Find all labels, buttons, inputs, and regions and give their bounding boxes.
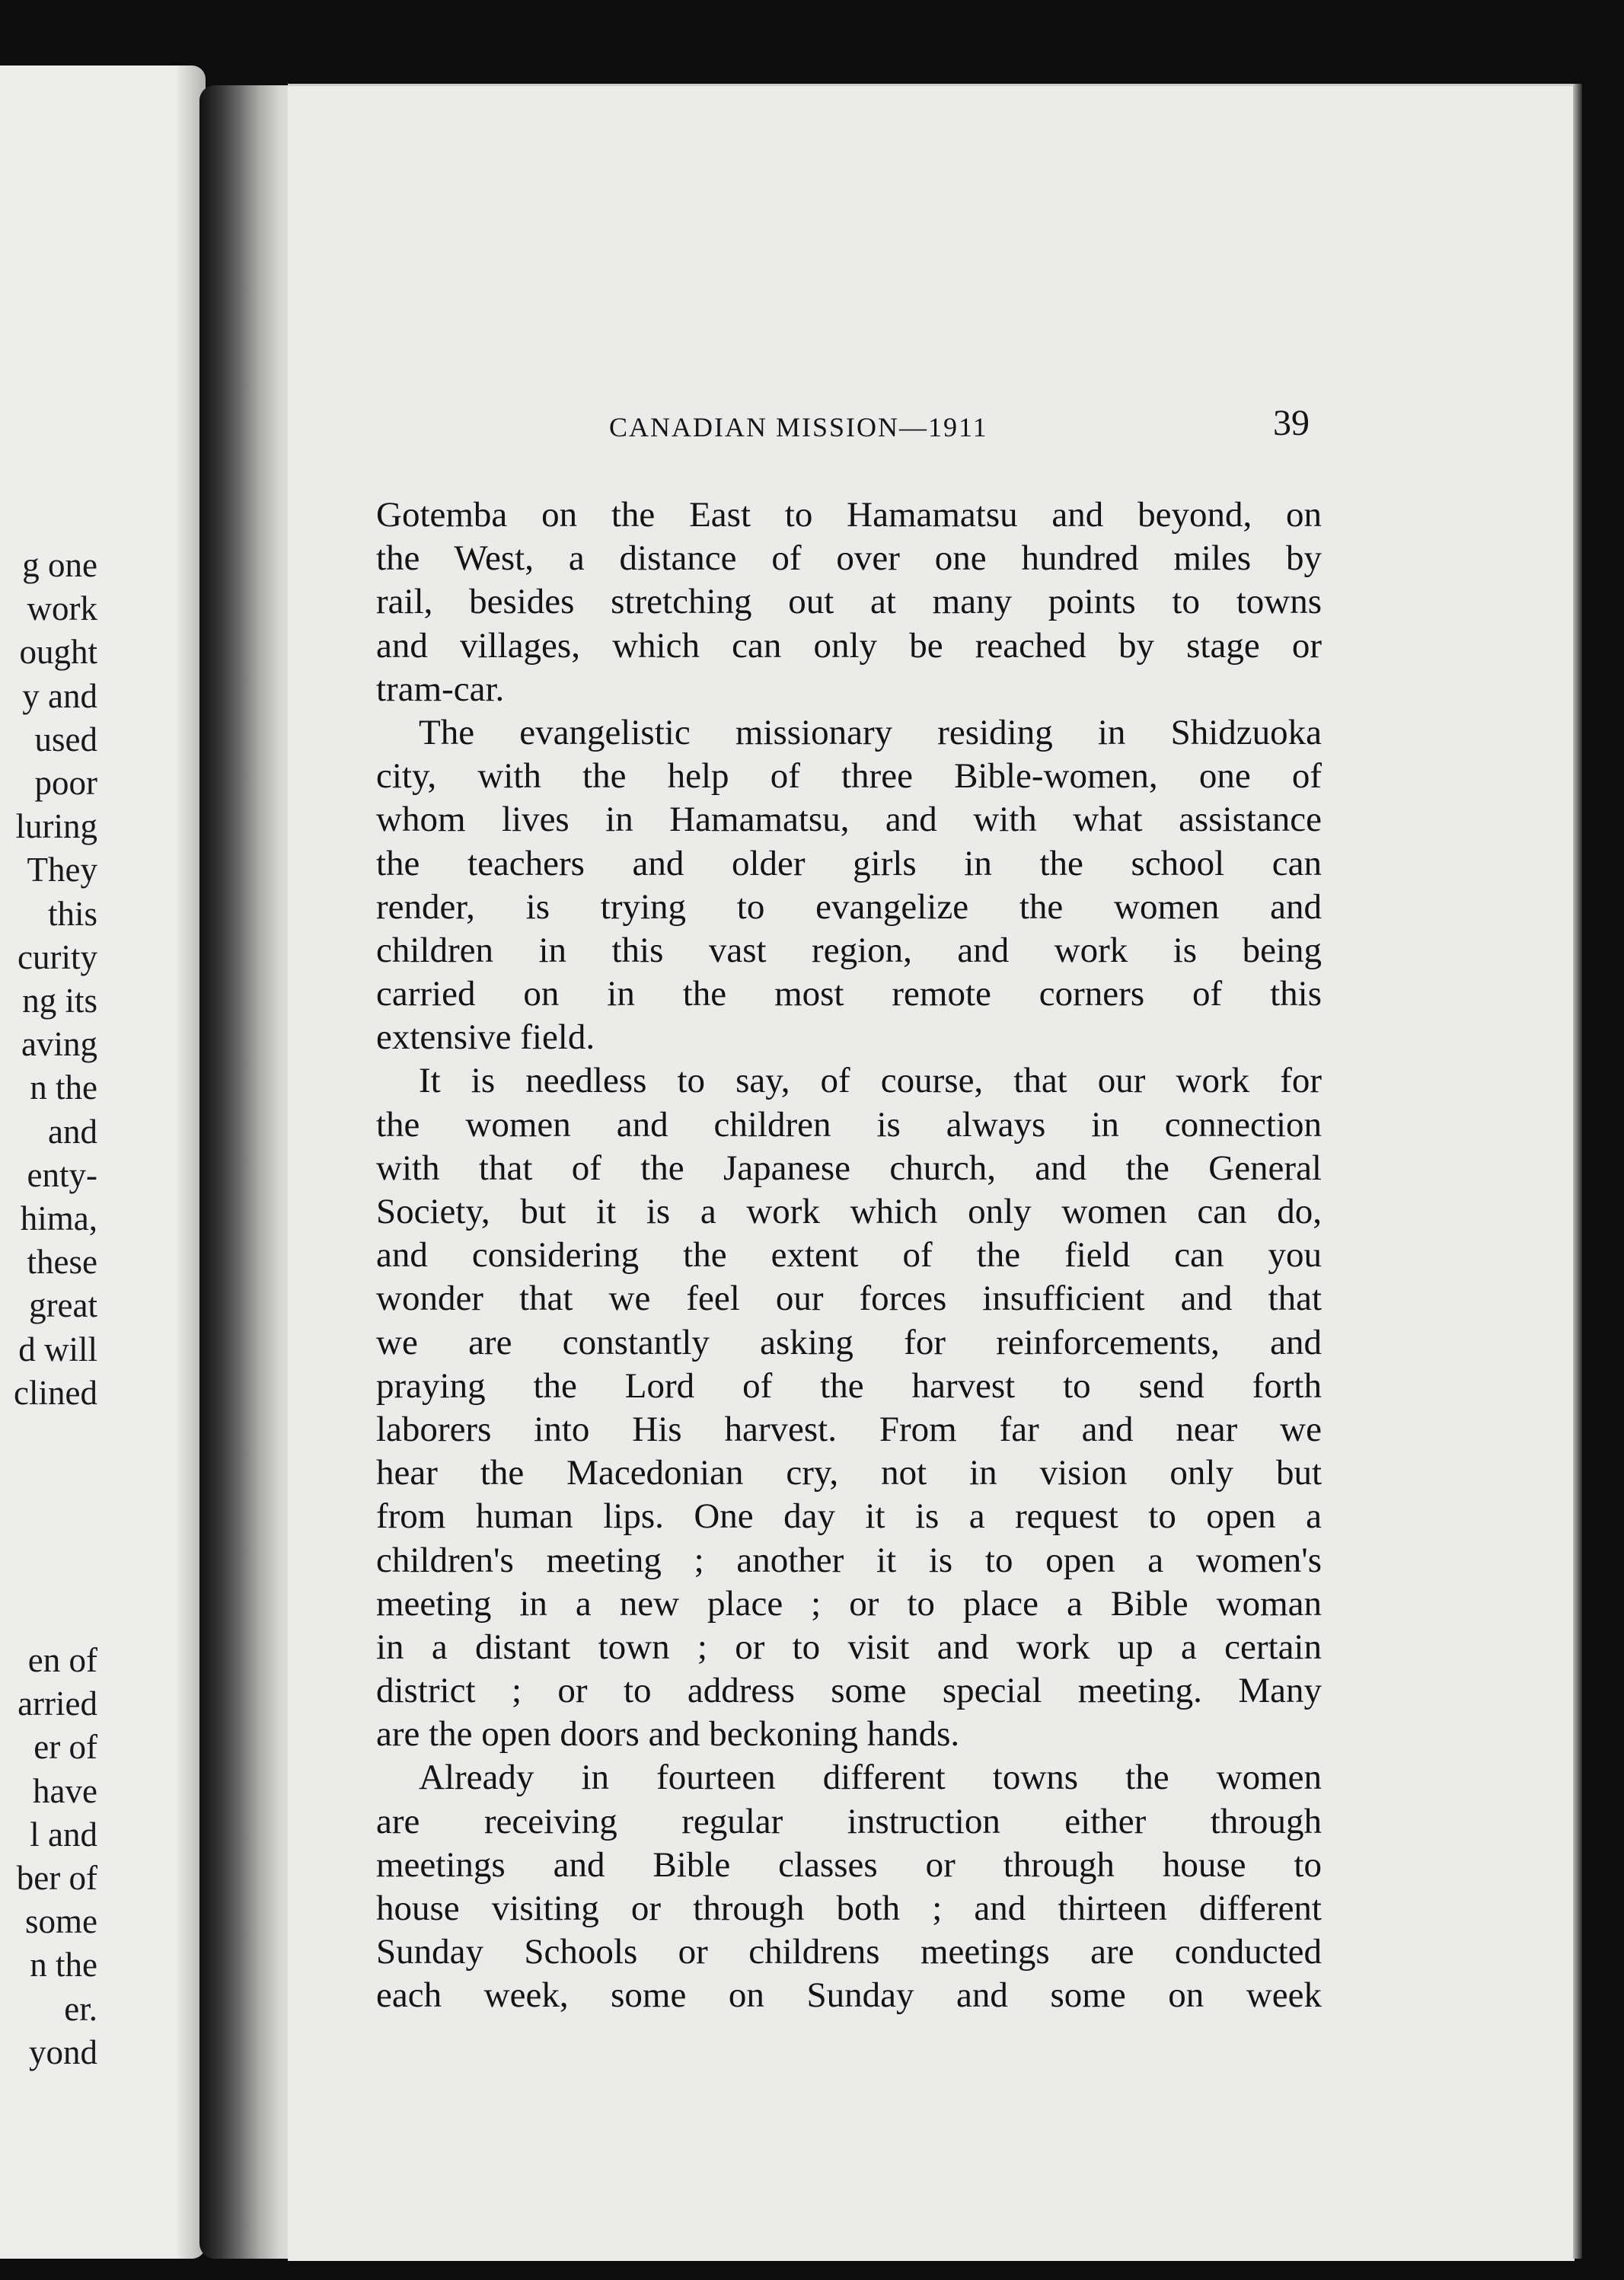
- previous-page-line: l and: [30, 1815, 97, 1854]
- previous-page-line: this: [47, 894, 97, 933]
- text-line: city, with the help of three Bible-women, one of: [376, 756, 1322, 797]
- text-line: are the open doors and beckoning hands.: [376, 1714, 960, 1755]
- previous-page-line: aving: [21, 1025, 97, 1064]
- previous-page-line: er of: [34, 1728, 97, 1767]
- text-line: whom lives in Hamamatsu, and with what assistance: [376, 800, 1322, 840]
- previous-page-text-bottom: [0, 1639, 97, 2074]
- previous-page-line: luring: [15, 807, 97, 846]
- previous-page-line: ought: [19, 633, 97, 672]
- text-line: carried on in the most remote corners of this: [376, 974, 1322, 1014]
- text-line: Already in fourteen different towns the women: [419, 1758, 1322, 1798]
- text-line: we are constantly asking for reinforcements, and: [376, 1322, 1322, 1362]
- previous-page-line: some: [25, 1902, 97, 1941]
- text-line: district ; or to address some special meeting. Many: [376, 1671, 1322, 1711]
- text-line: and villages, which can only be reached by stage or: [376, 625, 1322, 666]
- text-line: are receiving regular instruction either through: [376, 1801, 1322, 1841]
- previous-page-line: work: [27, 589, 97, 628]
- running-head: CANADIAN MISSION—1911: [609, 412, 988, 442]
- previous-page-line: ber of: [16, 1859, 97, 1898]
- text-line: the women and children is always in connection: [376, 1104, 1322, 1145]
- previous-page-line: curity: [18, 937, 97, 976]
- current-page-edge: [1573, 84, 1582, 2259]
- previous-page-line: clined: [14, 1373, 97, 1412]
- previous-page-text-top: [0, 544, 97, 1415]
- previous-page-line: enty-: [27, 1155, 97, 1194]
- previous-page-line: arried: [18, 1684, 97, 1723]
- text-line: It is needless to say, of course, that our work for: [419, 1061, 1322, 1101]
- previous-page-line: and: [48, 1112, 97, 1151]
- previous-page-line: n the: [30, 1068, 97, 1107]
- text-line: children in this vast region, and work is being: [376, 930, 1322, 970]
- text-line: wonder that we feel our forces insufficient and that: [376, 1279, 1322, 1319]
- text-line: meetings and Bible classes or through house to: [376, 1844, 1322, 1885]
- text-line: from human lips. One day it is a request to open a: [376, 1496, 1322, 1537]
- text-line: praying the Lord of the harvest to send forth: [376, 1365, 1322, 1406]
- text-line: with that of the Japanese church, and the General: [376, 1148, 1322, 1188]
- previous-page-line: great: [29, 1286, 97, 1325]
- text-line: Sunday Schools or childrens meetings are conducted: [376, 1932, 1322, 1972]
- text-line: laborers into His harvest. From far and near we: [376, 1409, 1322, 1449]
- body-text: [376, 493, 1322, 2018]
- previous-page-line: They: [27, 851, 97, 889]
- text-line: house visiting or through both ; and thirteen different: [376, 1889, 1322, 1928]
- text-line: children's meeting ; another it is to open a women's: [376, 1540, 1322, 1580]
- text-line: in a distant town ; or to visit and work up a certain: [376, 1627, 1322, 1667]
- text-line: Society, but it is a work which only women can do,: [376, 1192, 1322, 1231]
- text-line: render, is trying to evangelize the women and: [376, 886, 1322, 927]
- previous-page-line: g one: [22, 546, 97, 584]
- page-number: 39: [1273, 403, 1310, 443]
- previous-page-line: y and: [22, 676, 97, 715]
- text-line: each week, some on Sunday and some on week: [376, 1975, 1322, 2016]
- previous-page-line: er.: [64, 1989, 97, 2028]
- text-line: extensive field.: [376, 1017, 595, 1058]
- text-line: hear the Macedonian cry, not in vision only but: [376, 1453, 1322, 1493]
- text-line: The evangelistic missionary residing in Shidzuoka: [419, 712, 1322, 752]
- text-line: rail, besides stretching out at many points to towns: [376, 582, 1322, 622]
- previous-page-line: en of: [27, 1641, 97, 1679]
- text-line: the teachers and older girls in the school can: [376, 843, 1322, 883]
- text-line: Gotemba on the East to Hamamatsu and beyond, on: [376, 495, 1322, 535]
- previous-page-line: have: [33, 1771, 97, 1810]
- previous-page-line: d will: [18, 1330, 97, 1368]
- previous-page-line: ng its: [22, 982, 97, 1020]
- previous-page: [0, 65, 206, 2259]
- text-line: meeting in a new place ; or to place a Bible woman: [376, 1583, 1322, 1624]
- previous-page-line: n the: [30, 1946, 97, 1985]
- previous-page-line: poor: [34, 764, 97, 803]
- previous-page-line: hima,: [20, 1199, 97, 1238]
- text-line: tram-car.: [376, 669, 505, 709]
- previous-page-line: used: [34, 720, 97, 758]
- text-line: and considering the extent of the field can you: [376, 1235, 1322, 1276]
- previous-page-line: these: [27, 1243, 97, 1282]
- book-gutter: [199, 85, 298, 2259]
- previous-page-line: yond: [29, 2033, 97, 2071]
- text-line: the West, a distance of over one hundred miles by: [376, 538, 1322, 579]
